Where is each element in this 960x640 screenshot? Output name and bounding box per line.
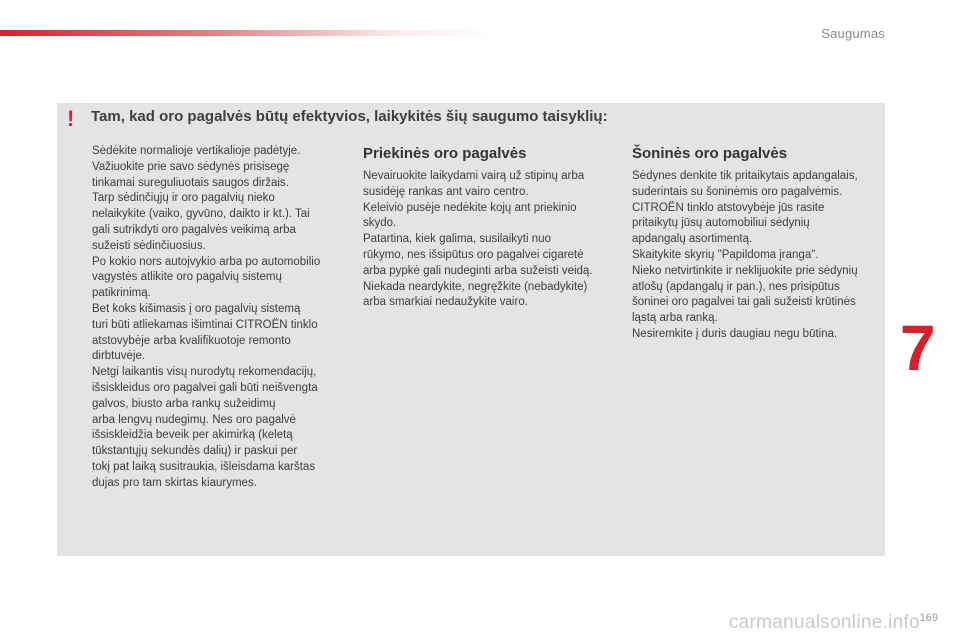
text-line: turi būti atliekamas išimtinai CITROËN tinklo [92,318,318,331]
front-airbags-title: Priekinės oro pagalvės [363,145,527,162]
text-line: Nieko netvirtinkite ir neklijuokite prie sėdynių [632,264,858,277]
text-line: Keleivio pusėje nedėkite kojų ant priekinio [363,201,577,214]
text-line: tokį pat laiką susitraukia, išleisdama karštas [92,460,316,473]
text-line: Sėdėkite normalioje vertikalioje padėtyje. [92,145,301,157]
text-line: suderintais su šoninėmis oro pagalvėmis. [632,185,843,198]
text-line: tūkstantųjų sekundės dalių) ir paskui per [92,445,298,458]
text-line: gali sutrikdyti oro pagalvės veikimą arba [92,223,296,236]
text-line: dirbtuvėje. [92,350,146,363]
watermark-text: carmanualsonline.info [728,612,920,633]
text-line: nelaikykite (vaiko, gyvūno, daikto ir kt.). Tai [92,208,310,221]
text-line: Nesiremkite į duris daugiau negu būtina. [632,327,838,340]
text-line: sužeisti sėdinčiuosius. [92,239,206,252]
text-line: atstovybėje arba kvalifikuotoje remonto [92,334,291,347]
text-line: Niekada neardykite, negręžkite (nebadykite) [363,280,588,293]
side-airbags-column [632,145,885,343]
text-line: Tarp sėdinčiųjų ir oro pagalvių nieko [92,192,275,205]
text-line: dujas pro tam skirtas kiaurymes. [92,476,257,489]
text-line: rūkymo, nes išsipūtus oro pagalvei cigaretė [363,248,584,261]
text-line: Patartina, kiek galima, susilaikyti nuo [363,233,551,246]
text-line: susidėję rankas ant vairo centro. [363,185,529,198]
section-title: Saugumas [821,26,885,41]
text-line: galvos, biusto arba rankų sužeidimų [92,397,276,410]
front-airbags-column [363,145,618,311]
text-line: atlošų (apdangalų ir pan.), nes prisipūtus [632,280,840,293]
text-line: apdangalų asortimentą. [632,233,753,246]
page-number: 169 [919,612,938,624]
header-accent-bar [0,30,500,36]
text-line: Netgi laikantis visų nurodytų rekomendacijų, [92,366,317,379]
text-line: skydo. [363,217,397,230]
text-line: arba pypkė gali nudeginti arba sužeisti veidą. [363,264,593,277]
side-airbags-title: Šoninės oro pagalvės [632,145,788,162]
text-line: šoninei oro pagalvei tai gali sužeisti krūtinės [632,296,856,309]
text-line: Po kokio nors autoįvykio arba po automobilio [92,255,321,268]
warning-icon: ! [67,106,75,131]
text-line: Bet koks kišimasis į oro pagalvių sistemą [92,302,301,315]
text-line: patikrinimą. [92,287,151,300]
text-line: CITROËN tinklo atstovybėje jūs rasite [632,201,825,214]
chapter-number: 7 [900,312,936,384]
text-line: vagystės atlikite oro pagalvių sistemų [92,271,282,284]
panel-heading: Tam, kad oro pagalvės būtų efektyvios, laikykitės šių saugumo taisyklių: [91,108,608,125]
text-line: pritaikytų jūsų automobiliui sėdynių [632,217,810,230]
text-line: Važiuokite prie savo sėdynės prisisegę [92,160,290,173]
general-rules-column [92,144,354,492]
text-line: Skaitykite skyrių "Papildoma įranga". [632,248,819,261]
text-line: arba lengvų nudegimų. Nes oro pagalvė [92,413,296,426]
text-line: išsiskleidus oro pagalvei gali būti neišvengta [92,381,318,394]
text-line: Nevairuokite laikydami vairą už stipinų arba [363,170,585,182]
text-line: ląstą arba ranką. [632,312,718,325]
text-line: tinkamai sureguliuotais saugos diržais. [92,176,289,189]
text-line: išsiskleidžia beveik per akimirką (keletą [92,429,293,442]
text-line: arba smarkiai nedaužykite vairo. [363,296,528,309]
text-line: Sėdynes denkite tik pritaikytais apdangalais, [632,170,858,182]
